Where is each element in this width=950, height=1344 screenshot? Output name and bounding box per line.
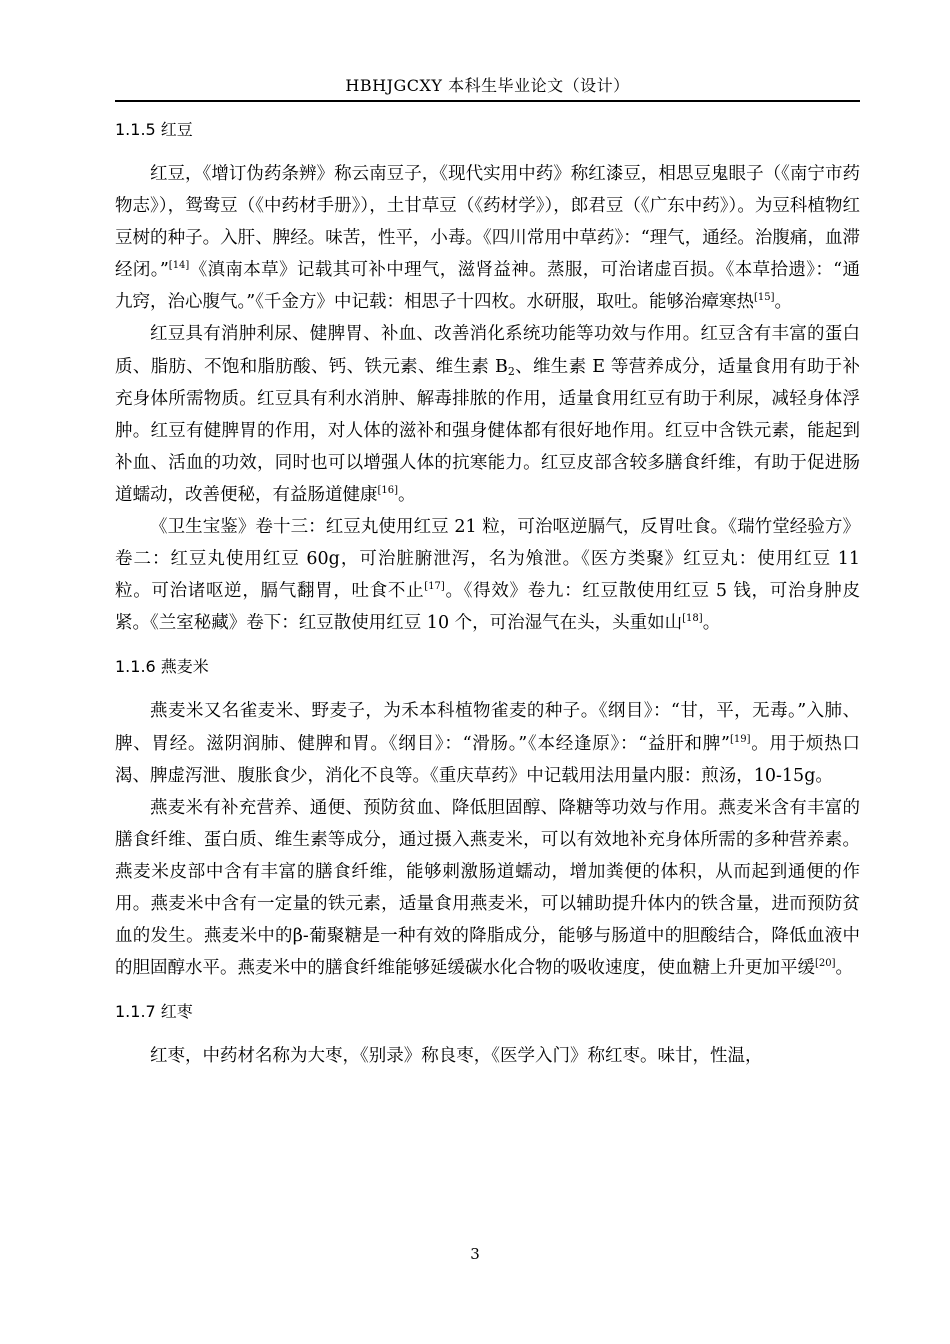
- paragraph-text: 红豆，《增订伪药条辨》称云南豆子，《现代实用中药》称红漆豆，相思豆鬼眼子（《南宁市药物志》），鸳鸯豆（《中药材手册》），土甘草豆（《药材学》），郎君豆（《广东中药》）。为豆科植物红豆树的种子。入肝、脾经。味苦，性平，小毒。《四川常用中草药》：“理气，通经。治腹痛，血滞经闭。”: [115, 164, 860, 281]
- section-heading-yanmaimi: 1.1.6 燕麦米: [115, 657, 209, 677]
- page-number: 3: [470, 1245, 480, 1263]
- paragraph: [115, 158, 860, 318]
- paragraph: 红豆具有消肿利尿、健脾胃、补血、改善消化系统功能等功效与作用。红豆含有丰富的蛋白质、脂肪、不饱和脂肪酸、钙、铁元素、维生素 $B_2$、维生素 E 等营养成分，适量食用有助于补充身体所需物质。红豆具有利水消肿、解毒排脓的作用，适量食用红豆有助于利尿，减轻身体浮肿。红豆有健脾胃的作用，对人体的滋补和强身健体都有很好地作用。红豆中含铁元素，能起到补血、活血的功效，同时也可以增强人体的抗寒能力。红豆皮部含较多膳食纤维，有助于促进肠道蠕动，改善便秘，有益肠道健康[16]。: [115, 324, 860, 505]
- citation: [15]: [753, 292, 775, 304]
- paragraph: [115, 1040, 860, 1072]
- paragraph-text: 《卫生宝鉴》卷十三：红豆丸使用红豆 21 粒，可治呕逆膈气，反胃吐食。《瑞竹堂经验方》卷二：红豆丸使用红豆 60g，可治脏腑泄泻，名为飧泄。《医方类聚》红豆丸：使用红豆 11 粒。可治诸呕逆，膈气翻胃，吐食不止: [115, 517, 860, 602]
- section-heading-hongdou: 1.1.5 红豆: [115, 120, 193, 139]
- citation: [20]: [815, 958, 836, 970]
- paragraph-text: 红豆具有消肿利尿、健脾胃、补血、改善消化系统功能等功效与作用。红豆含有丰富的蛋白质、脂肪、不饱和脂肪酸、钙、铁元素、维生素: [115, 324, 860, 377]
- paragraph-text: 燕麦米又名雀麦米、野麦子，为禾本科植物雀麦的种子。《纲目》：“甘，平，无毒。”入肺、脾、胃经。滋阴润肺、健脾和胃。《纲目》：“滑肠。”《本经逢原》：“益肝和脾”: [115, 701, 860, 754]
- body-text: [115, 118, 860, 1072]
- period: 。: [835, 958, 854, 979]
- header-rule: [115, 100, 860, 102]
- citation: [18]: [682, 613, 703, 625]
- period: 。: [702, 613, 721, 634]
- section-heading-hongzao: 1.1.7 红枣: [115, 1002, 193, 1022]
- running-header: HBHJGCXY 本科生毕业论文（设计）: [345, 76, 630, 95]
- citation: [16]: [377, 484, 399, 496]
- paragraph-text: 燕麦米有补充营养、通便、预防贫血、降低胆固醇、降糖等功效与作用。燕麦米含有丰富的膳食纤维、蛋白质、维生素等成分，通过摄入燕麦米，可以有效地补充身体所需的多种营养素。燕麦米皮部中含有丰富的膳食纤维，能够刺激肠道蠕动，增加粪便的体积，从而起到通便的作用。燕麦米中含有一定量的铁元素，适量食用燕麦米，可以辅助提升体内的铁含量，进而预防贫血的发生。燕麦米中的β-葡聚糖是一种有效的降脂成分，能够与肠道中的胆酸结合，降低血液中的胆固醇水平。燕麦米中的膳食纤维能够延缓碳水化合物的吸收速度，使血糖上升更加平缓: [115, 797, 860, 979]
- paragraph: [115, 695, 860, 791]
- paragraph-text: 。用于烦热口渴、脾虚泻泄、腹胀食少，消化不良等。《重庆草药》中记载用法用量内服：煎汤，10-15g。: [115, 733, 860, 786]
- citation: [17]: [424, 581, 445, 593]
- period: 。: [398, 484, 416, 505]
- paragraph: [115, 511, 860, 639]
- paragraph-text: 红枣，中药材名称为大枣，《别录》称良枣，《医学入门》称红枣。味甘，性温，: [150, 1046, 763, 1067]
- period: 。: [774, 292, 792, 313]
- paragraph-text: 。《得效》卷九：红豆散使用红豆 5 钱，可治身肿皮紧。《兰室秘藏》卷下：红豆散使用红豆 10 个，可治湿气在头，头重如山: [115, 581, 860, 634]
- paragraph-text: 、维生素 E 等营养成分，适量食用有助于补充身体所需物质。红豆具有利水消肿、解毒排脓的作用，适量食用红豆有助于利尿，减轻身体浮肿。红豆有健脾胃的作用，对人体的滋补和强身健体都有很好地作用。红豆中含铁元素，能起到补血、活血的功效，同时也可以增强人体的抗寒能力。红豆皮部含较多膳食纤维，有助于促进肠道蠕动，改善便秘，有益肠道健康: [115, 356, 860, 505]
- paragraph-text: 《滇南本草》记载其可补中理气，滋肾益神。蒸服，可治诸虚百损。《本草拾遗》：“通九窍，治心腹气。”《千金方》中记载：相思子十四枚。水研服，取吐。能够治瘴寒热: [115, 260, 860, 313]
- citation: [19]: [729, 733, 751, 745]
- subscript: 2: [507, 364, 515, 378]
- paragraph: [115, 792, 860, 985]
- citation: [14]: [168, 260, 190, 272]
